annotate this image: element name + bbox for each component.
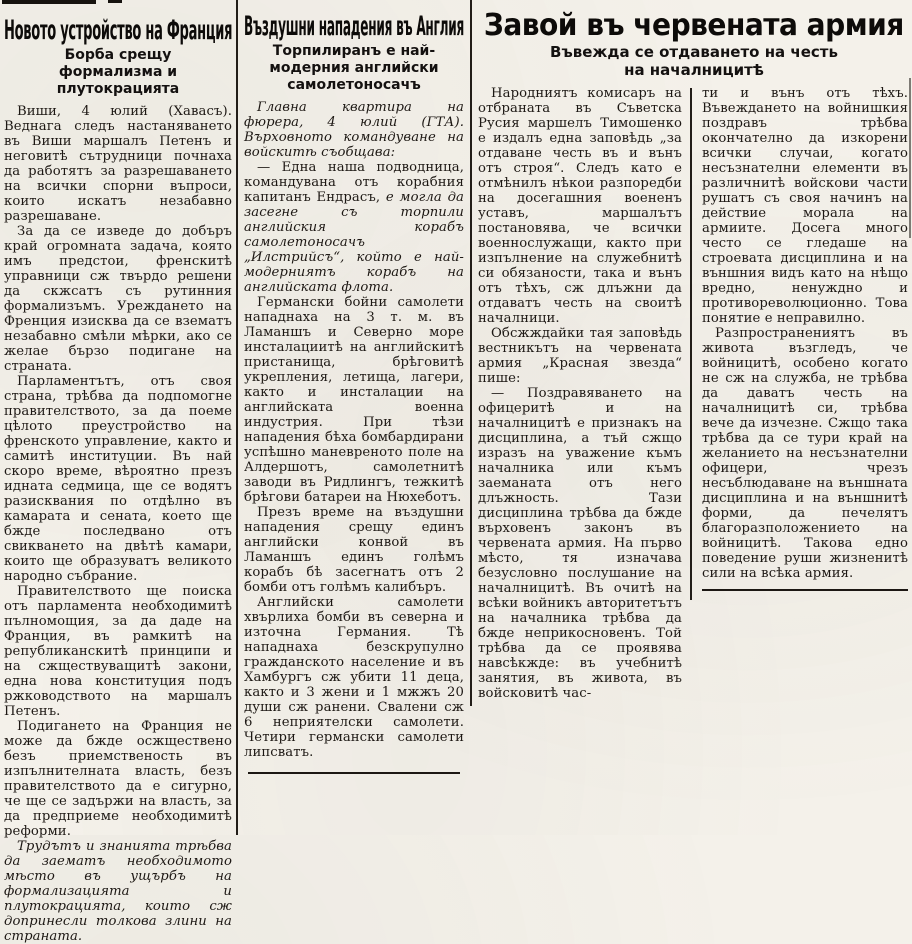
cutoff-print-fragment bbox=[108, 0, 122, 3]
paragraph: За да се изведе до добъръ край огромната задача, която имъ предстои, френскитѣ управници сж твърдо решени да скжсатъ съ рутинния формализъмъ. Уреждането на Френция изисква да се взематъ незабавно смѣли мѣрки, ако се желае бързо подигане на страната. bbox=[4, 224, 232, 375]
article-france-body bbox=[4, 104, 232, 944]
article-france-subhead: Борба срещу формализма и плутокрацията bbox=[56, 47, 180, 98]
cutoff-print-fragment bbox=[2, 0, 96, 4]
paragraph: Трудътъ и знанията трѣбва да заематъ необходимото мѣсто въ ущърбъ на формализацията и плутокрацията, които сж допринесли толкова злини на страната. bbox=[4, 839, 232, 944]
paragraph: Презъ време на въздушни нападения срещу единъ английски конвой въ Ламаншъ единъ голѣмъ корабъ бѣ засегнатъ отъ 2 бомби отъ голѣмъ калибъръ. bbox=[244, 505, 464, 596]
article-england-headline: Въздушни нападения въ Англия bbox=[244, 10, 464, 42]
article-red-army-subhead: Въвежда се отдаването на честь на началницитѣ bbox=[550, 43, 838, 80]
article-end-rule bbox=[702, 589, 908, 591]
article-france-headline-row bbox=[4, 8, 233, 46]
paragraph-segment: е могла да засегне съ торпили английския корабъ самолетоносачъ „Илстрийсъ“, който е най-модерниятъ корабъ на английската флота. bbox=[244, 190, 464, 296]
article-red-army-left-column bbox=[478, 86, 690, 701]
section-end-rule bbox=[248, 772, 459, 774]
article-red-army bbox=[478, 4, 910, 701]
article-red-army-right-body bbox=[702, 86, 908, 581]
paragraph: Обсжждайки тая заповѣдь вестникътъ на червената армия „Красная звезда“ пише: bbox=[478, 325, 682, 386]
article-france-headline: Новото устройство на Франция bbox=[4, 14, 233, 46]
paragraph: Народниятъ комисаръ на отбраната въ Съветска Русия маршелъ Тимошенко е издалъ една заповѣдь „за отдаване честь въ и вънъ отъ строя“. Следъ като е отмѣнилъ нѣкои разпоредби на досегашния воененъ уставъ, маршалътъ постановява, че всички военнослужащи, както при изпълнение на служебнитѣ си обязаности, така и вънъ отъ тѣхъ, сж длъжни да отдаватъ честь на своитѣ началници. bbox=[478, 85, 682, 326]
article-red-army-headline-row bbox=[478, 4, 910, 43]
column-divider bbox=[236, 0, 238, 835]
paragraph: Парламентътъ, отъ своя страна, трѣбва да подпомогне правителството, за да поеме цѣлото преустройство на френското управление, както и самитѣ институции. Въ най скоро време, вѣроятно презъ идната седмица, ще се водятъ разисквания по отдѣлно въ камарата и сената, което ще бжде последвано отъ свикването на двѣтѣ камари, които ще образуватъ великото народно събрание. bbox=[4, 374, 232, 585]
article-red-army-headline: Завой въ червената армия bbox=[484, 8, 904, 43]
paragraph: Главна квартира на фюрера, 4 юлий (ГТА). Върховното командуване на войскитѣ съобщава: bbox=[244, 100, 464, 161]
article-england bbox=[244, 4, 464, 774]
paragraph-segment: — Една наша подводница, командувана отъ корабния капитанъ Ендрасъ, bbox=[244, 160, 464, 206]
article-red-army-columns bbox=[478, 86, 910, 701]
paragraph: Германски бойни самолети нападнаха на 3 т. м. въ Ламаншъ и Северно море инсталациитѣ на английскитѣ пристанища, брѣговитѣ укрепления, летища, лагери, както и инсталации на английската военна индустрия. При тѣзи нападения бѣха бомбардирани успѣшно маневреното поле на Алдершотъ, самолетнитѣ заводи въ Ридлингъ, тежкитѣ брѣгови батареи на Нюхеботъ. bbox=[244, 295, 464, 506]
column-divider bbox=[470, 0, 472, 706]
paragraph bbox=[244, 160, 464, 295]
article-england-headline-row bbox=[244, 4, 464, 42]
paragraph: Виши, 4 юлий (Хавасъ). Веднага следъ настаняването въ Виши маршалъ Петенъ и неговитѣ сътрудници почнаха да работятъ за разрешаването на всички спорни въпроси, които искатъ незабавно разрешаване. bbox=[4, 104, 232, 225]
article-red-army-right-column bbox=[692, 86, 908, 701]
article-england-subhead: Торпилиранъ е най-модерния английски самолетоносачъ bbox=[269, 43, 439, 94]
paragraph: Подигането на Франция не може да бжде осжществено безъ приемственость въ изпълнителната власть, безъ правителството да е сигурно, че ще се задържи на власть, за да предприеме необходимитѣ реформи. bbox=[4, 719, 232, 840]
article-france bbox=[4, 8, 232, 944]
paragraph: Английски самолети хвърлиха бомби въ северна и източна Германия. Тѣ нападнаха безскрупулно гражданското население и въ Хамбургъ сж убити 11 деца, както и 3 жени и 1 мжжъ 20 души сж ранени. Свалени сж 6 неприятелски самолети. Четири германски самолети липсватъ. bbox=[244, 595, 464, 761]
paragraph: Разпространениятъ въ живота възгледъ, че войницитѣ, особено когато не сж на служба, не трѣбва да даватъ честь на началницитѣ си, трѣбва вече да изчезне. Сжщо така трѣбва да се тури край на желанието на несъзнателни офицери, чрезъ несъблюдаване на външната дисциплина и на външнитѣ форми, да печелятъ благоразположението на войницитѣ. Такова едно поведение руши жизненитѣ сили на всѣка армия. bbox=[702, 325, 908, 581]
scan-edge-artifact bbox=[909, 78, 911, 238]
paragraph: — Поздравяването на офицеритѣ и на началницитѣ е признакъ на дисциплина, а тъй сжщо изразъ на уважение къмъ началника или къмъ заеманата отъ него длъжность. Тази дисциплина трѣбва да бжде върховенъ законъ въ червената армия. На първо мѣсто, тя изначава безусловно послушание на началницитѣ. Въ очитѣ на всѣки войникъ авторитетътъ на началника трѣбва да бжде неприкосновенъ. Той трѣбва да се проявява навсѣкжде: въ учебнитѣ занятия, въ живота, въ войсковитѣ час- bbox=[478, 385, 682, 701]
paragraph: Правителството ще поиска отъ парламента необходимитѣ пълномощия, за да даде на Франция, въ рамкитѣ на републиканскитѣ принципи и на сжществуващитѣ закони, една нова конституция подъ ржководството на маршалъ Петенъ. bbox=[4, 584, 232, 720]
article-england-body bbox=[244, 100, 464, 760]
paragraph: ти и вънъ отъ тѣхъ. Въвеждането на войнишкия поздравъ трѣбва окончателно да изкорени всички случаи, когато несъзнателни елементи въ различнитѣ войскови части рушатъ съ своя начинъ на действие морала на армиите. Досега много често се гледаше на строевата дисциплина и на външния видъ като на нѣщо вредно, ненуждно и противореволюционно. Това понятие е неправилно. bbox=[702, 85, 908, 326]
